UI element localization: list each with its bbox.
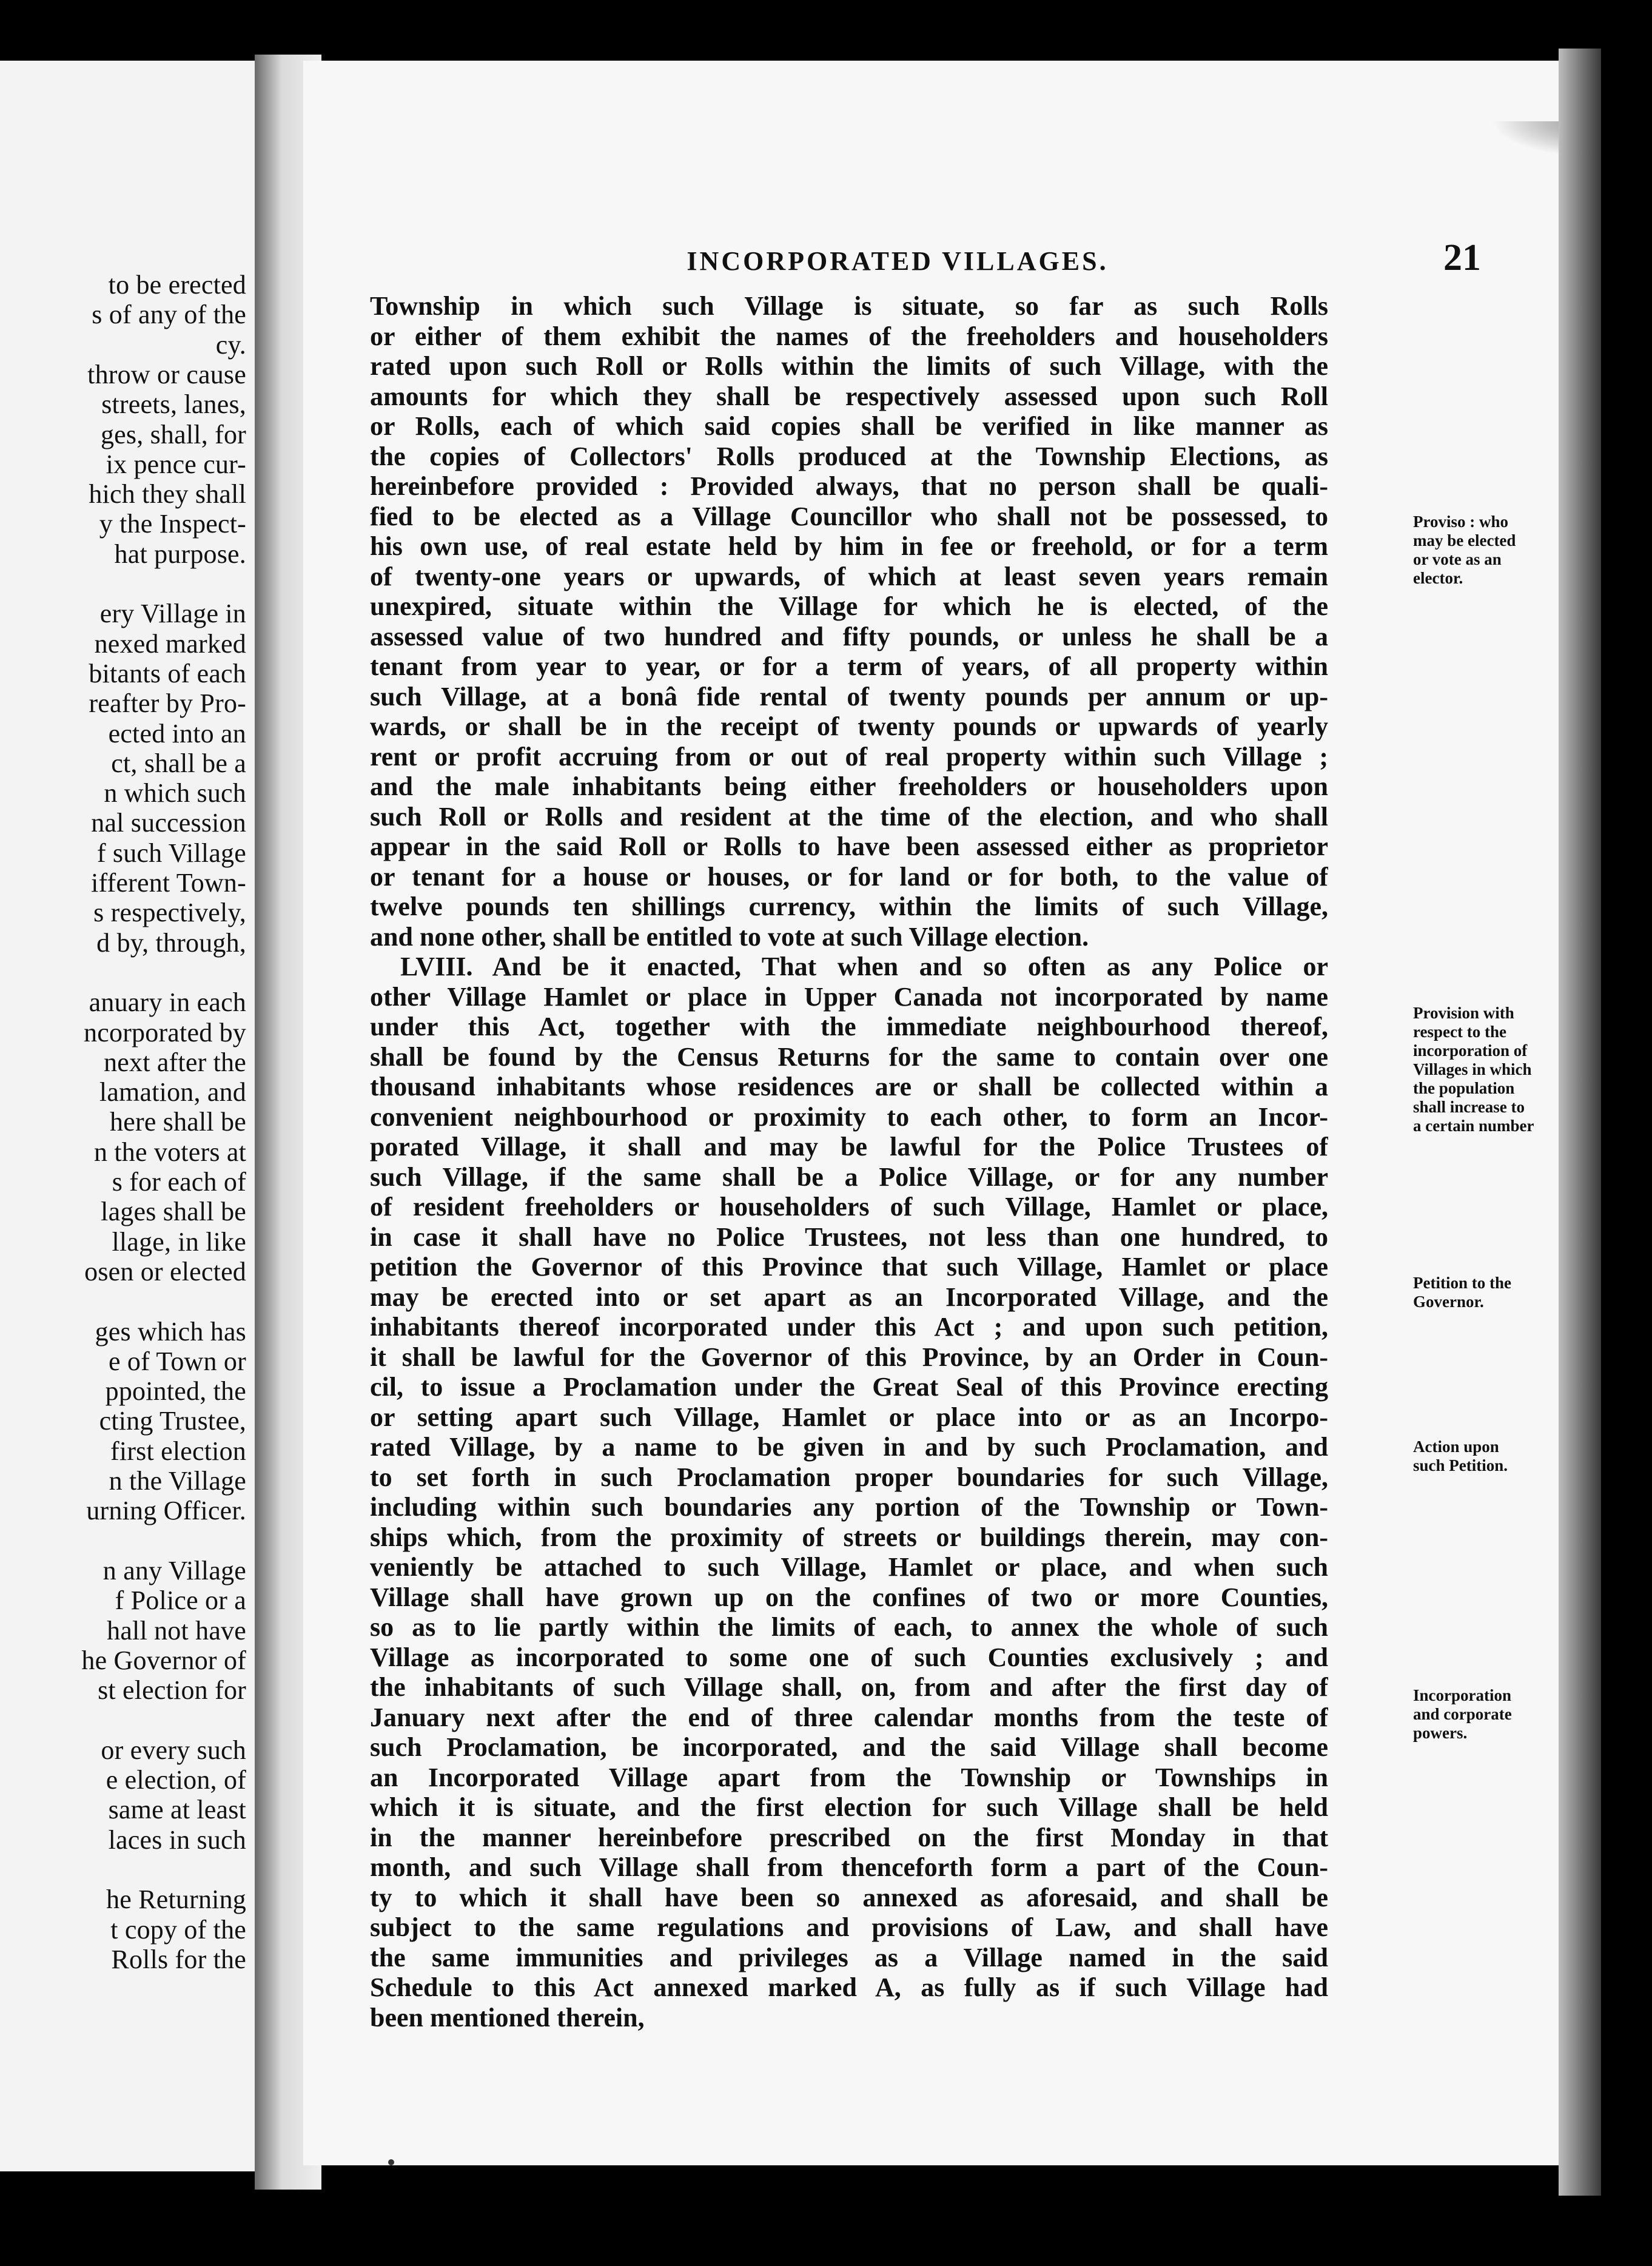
body-line: may be erected into or set apart as an Incorporated Village, and the (370, 1282, 1328, 1312)
body-line: Schedule to this Act annexed marked A, as fully as if such Village had (370, 1972, 1328, 2002)
body-line: month, and such Village shall from thenceforth form a part of the Coun- (370, 1852, 1328, 1882)
body-line: the copies of Collectors' Rolls produced at the Township Elections, as (370, 441, 1328, 471)
body-line: amounts for which they shall be respectively assessed upon such Roll (370, 381, 1328, 411)
left-page-line: laces in such (108, 1824, 246, 1855)
body-line: shall be found by the Census Returns for the same to contain over one (370, 1041, 1328, 1072)
left-page-line: he Governor of (81, 1645, 246, 1675)
margin-note-line: such Petition. (1413, 1456, 1508, 1474)
margin-note (1413, 1004, 1559, 1135)
margin-note-line: may be elected (1413, 531, 1516, 550)
left-page-line: cting Trustee, (99, 1406, 246, 1436)
body-line: the inhabitants of such Village shall, on, from and after the first day of (370, 1672, 1328, 1702)
body-line: rated upon such Roll or Rolls within the limits of such Village, with the (370, 351, 1328, 381)
left-page-line: n which such (104, 778, 246, 809)
body-line: or either of them exhibit the names of the freeholders and householders (370, 321, 1328, 351)
body-line: convenient neighbourhood or proximity to each other, to form an Incor- (370, 1101, 1328, 1132)
left-page-line: s for each of (112, 1167, 246, 1197)
left-page-line: n the Village (109, 1466, 246, 1496)
margin-note-line: Provision with (1413, 1004, 1514, 1022)
margin-note-line: Action upon (1413, 1437, 1499, 1456)
body-line: rent or profit accruing from or out of real property within such Village ; (370, 741, 1328, 772)
margin-note-line: incorporation of (1413, 1041, 1528, 1060)
body-line: to set forth in such Proclamation proper boundaries for such Village, (370, 1462, 1328, 1492)
left-page-line: osen or elected (84, 1256, 246, 1286)
page-number: 21 (1443, 237, 1481, 278)
margin-note-line: elector. (1413, 569, 1463, 587)
margin-note-line: Villages in which (1413, 1060, 1532, 1078)
body-line: thousand inhabitants whose residences are or shall be collected within a (370, 1072, 1328, 1101)
body-line: and the male inhabitants being either freeholders or householders upon (370, 772, 1328, 801)
body-line: other Village Hamlet or place in Upper Canada not incorporated by name (370, 981, 1328, 1012)
left-page-line: s respectively, (93, 898, 246, 928)
left-page-line: ges which has (95, 1316, 246, 1346)
left-page-line: e election, of (106, 1765, 246, 1795)
left-page-line: same at least (108, 1795, 246, 1825)
left-page-line: nal succession (91, 808, 246, 838)
left-page-line: y the Inspect- (99, 509, 246, 539)
left-page-line: ct, shall be a (111, 748, 246, 778)
left-page-line: ifferent Town- (91, 868, 246, 898)
left-page-line: throw or cause (87, 359, 246, 389)
running-head: INCORPORATED VILLAGES. (687, 246, 1109, 276)
margin-note-line: a certain number (1413, 1117, 1534, 1135)
left-page-line: t copy of the (110, 1914, 246, 1945)
left-page-line: Rolls for the (111, 1944, 246, 1974)
left-page-line: ncorporated by (84, 1017, 246, 1047)
body-line: which it is situate, and the first election for such Village shall be held (370, 1792, 1328, 1822)
left-page-line: nexed marked (94, 628, 246, 659)
left-page-line: hall not have (107, 1615, 246, 1646)
left-page-line: e of Town or (108, 1346, 246, 1376)
body-line: cil, to issue a Proclamation under the Great Seal of this Province erecting (370, 1372, 1328, 1402)
margin-note-line: or vote as an (1413, 550, 1502, 568)
left-page-line: ppointed, the (105, 1376, 246, 1407)
body-line: such Village, at a bonâ fide rental of twenty pounds per annum or up- (370, 681, 1328, 711)
body-line: twelve pounds ten shillings currency, within the limits of such Village, (370, 892, 1328, 921)
body-line: such Roll or Rolls and resident at the time of the election, and who shall (370, 801, 1328, 832)
body-line: of resident freeholders or householders of such Village, Hamlet or place, (370, 1192, 1328, 1222)
left-page-line: lamation, and (99, 1077, 246, 1108)
left-page-line: n any Village (102, 1555, 246, 1585)
left-page-line: streets, lanes, (101, 389, 246, 420)
body-line: fied to be elected as a Village Councillor who shall not be possessed, to (370, 501, 1328, 531)
body-line: Village shall have grown up on the confines of two or more Counties, (370, 1582, 1328, 1612)
body-line: the same immunities and privileges as a Village named in the said (370, 1942, 1328, 1972)
left-page-line: first election (110, 1436, 246, 1466)
body-line: January next after the end of three calendar months from the teste of (370, 1702, 1328, 1732)
left-page-line: lages shall be (101, 1197, 246, 1227)
right-page (303, 61, 1565, 2165)
body-line: inhabitants thereof incorporated under this Act ; and upon such petition, (370, 1312, 1328, 1342)
margin-note (1413, 1686, 1559, 1743)
body-line: of twenty-one years or upwards, of which at least seven years remain (370, 561, 1328, 591)
body-line: subject to the same regulations and provisions of Law, and shall have (370, 1912, 1328, 1942)
body-line: LVIII. And be it enacted, That when and so often as any Police or (400, 952, 1328, 981)
body-line: or Rolls, each of which said copies shall be verified in like manner as (370, 411, 1328, 441)
body-line: and none other, shall be entitled to vote at such Village election. (370, 921, 1089, 952)
body-text (370, 291, 1328, 2032)
margin-note-line: powers. (1413, 1724, 1468, 1742)
left-page-line: hat purpose. (114, 539, 246, 569)
ink-speck (388, 2159, 394, 2165)
margin-note-line: Governor. (1413, 1293, 1484, 1311)
body-line: his own use, of real estate held by him in fee or freehold, or for a term (370, 531, 1328, 561)
left-page-line: next after the (104, 1047, 246, 1077)
body-line: under this Act, together with the immediate neighbourhood thereof, (370, 1012, 1328, 1041)
body-line: in the manner hereinbefore prescribed on the first Monday in that (370, 1822, 1328, 1852)
body-line: such Village, if the same shall be a Police Village, or for any number (370, 1162, 1328, 1192)
body-line: rated Village, by a name to be given in and by such Proclamation, and (370, 1432, 1328, 1462)
left-page-line: to be erected (108, 270, 246, 300)
body-line: wards, or shall be in the receipt of twenty pounds or upwards of yearly (370, 711, 1328, 741)
left-page-line: ix pence cur- (106, 449, 246, 479)
margin-note (1413, 1437, 1559, 1475)
body-line: been mentioned therein, (370, 2002, 645, 2032)
body-line: porated Village, it shall and may be lawful for the Police Trustees of (370, 1132, 1328, 1162)
left-page-line: bitants of each (89, 658, 246, 688)
margin-note-line: Petition to the (1413, 1274, 1511, 1292)
left-page-line: d by, through, (96, 927, 246, 958)
left-page-line: reafter by Pro- (89, 688, 246, 719)
left-page-line: anuary in each (89, 987, 246, 1018)
body-line: petition the Governor of this Province that such Village, Hamlet or place (370, 1252, 1328, 1282)
left-page-line: s of any of the (92, 300, 246, 330)
body-line: it shall be lawful for the Governor of this Province, by an Order in Coun- (370, 1342, 1328, 1372)
body-line: ships which, from the proximity of streets or buildings therein, may con- (370, 1522, 1328, 1552)
left-page-line: f such Village (96, 838, 246, 868)
body-line: assessed value of two hundred and fifty pounds, or unless he shall be a (370, 621, 1328, 651)
body-line: ty to which it shall have been so annexed as aforesaid, and shall be (370, 1882, 1328, 1912)
body-line: appear in the said Roll or Rolls to have been assessed either as proprietor (370, 832, 1328, 861)
body-line: including within such boundaries any portion of the Township or Town- (370, 1492, 1328, 1522)
paper-damage (1492, 121, 1565, 158)
left-page-line: hich they shall (89, 479, 246, 509)
left-page-line: urning Officer. (86, 1496, 246, 1526)
margin-note-line: Incorporation (1413, 1686, 1511, 1704)
body-line: such Proclamation, be incorporated, and the said Village shall become (370, 1732, 1328, 1762)
body-line: so as to lie partly within the limits of each, to annex the whole of such (370, 1612, 1328, 1642)
margin-note-line: and corporate (1413, 1705, 1512, 1723)
body-line: hereinbefore provided : Provided always, that no person shall be quali- (370, 471, 1328, 501)
left-page-line: he Returning (106, 1884, 246, 1915)
left-page-line: cy. (215, 329, 246, 360)
body-line: an Incorporated Village apart from the Township or Townships in (370, 1762, 1328, 1792)
left-page-line: n the voters at (93, 1137, 246, 1167)
body-line: Village as incorporated to some one of such Counties exclusively ; and (370, 1642, 1328, 1672)
body-line: in case it shall have no Police Trustees, not less than one hundred, to (370, 1222, 1328, 1252)
body-line: or setting apart such Village, Hamlet or place into or as an Incorpo- (370, 1402, 1328, 1432)
body-line: tenant from year to year, or for a term of years, of all property within (370, 651, 1328, 681)
left-page-line: st election for (98, 1675, 246, 1706)
left-page-line: ges, shall, for (100, 419, 246, 449)
margin-note-line: shall increase to (1413, 1098, 1525, 1116)
left-facing-page (0, 61, 258, 2171)
margin-note-line: the population (1413, 1079, 1515, 1097)
margin-note-line: Proviso : who (1413, 513, 1509, 531)
body-line: Township in which such Village is situate, so far as such Rolls (370, 291, 1328, 321)
left-page-line: or every such (101, 1735, 246, 1765)
margin-note (1413, 513, 1559, 588)
body-line: or tenant for a house or houses, or for land or for both, to the value of (370, 861, 1328, 892)
left-page-line: f Police or a (115, 1585, 246, 1616)
left-page-line: here shall be (110, 1107, 246, 1137)
margin-note-line: respect to the (1413, 1023, 1506, 1041)
left-page-line: ery Village in (99, 599, 246, 629)
page-edge-shadow (1559, 49, 1601, 2196)
left-page-line: ected into an (108, 718, 246, 748)
body-line: unexpired, situate within the Village for which he is elected, of the (370, 591, 1328, 621)
left-page-line: llage, in like (112, 1226, 246, 1257)
margin-note (1413, 1274, 1559, 1311)
body-line: veniently be attached to such Village, Hamlet or place, and when such (370, 1552, 1328, 1582)
